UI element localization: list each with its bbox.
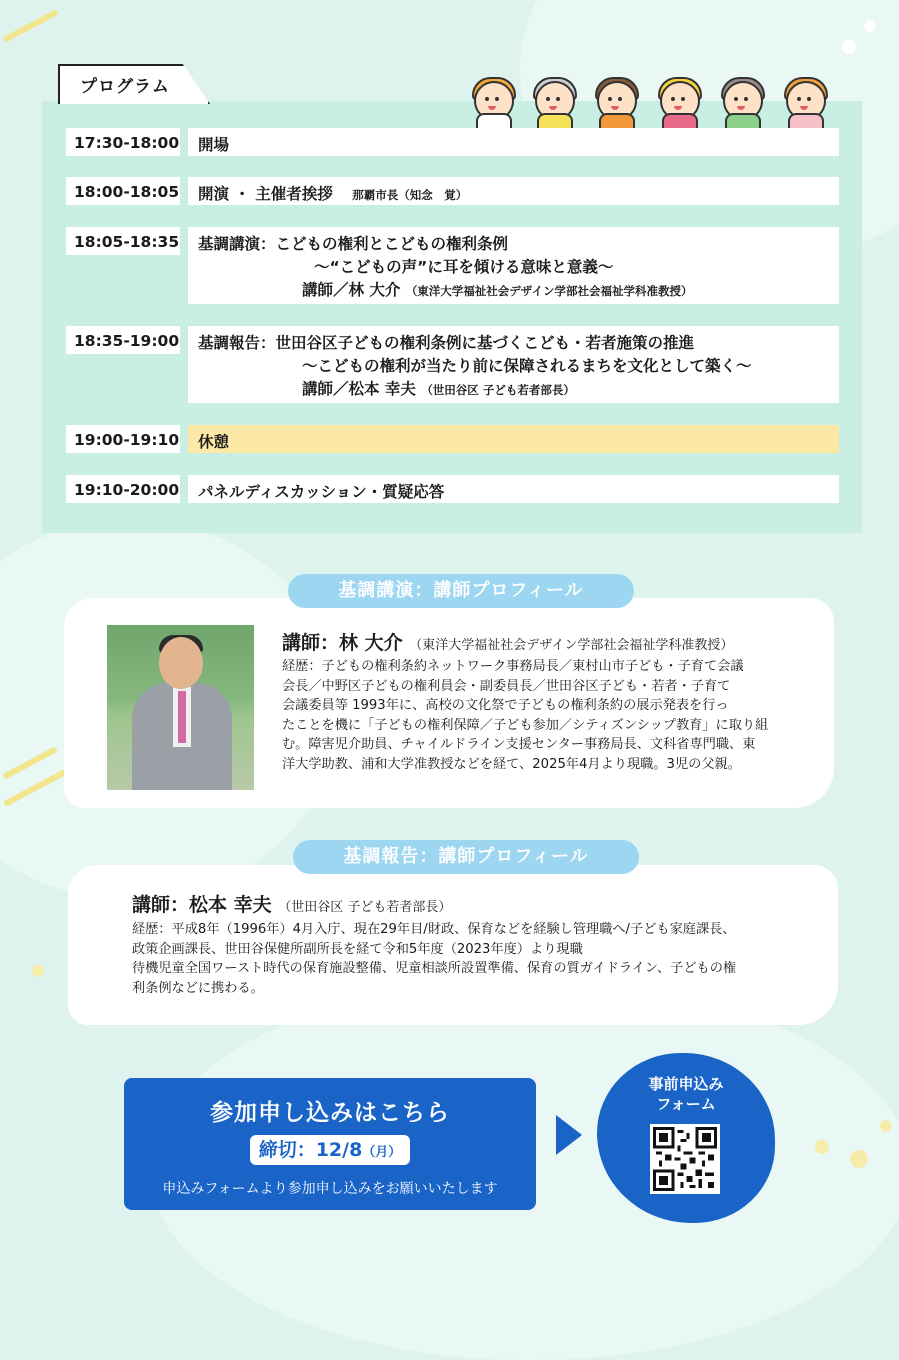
bio-line: 待機児童全国ワースト時代の保育施設整備、児童相談所設置準備、保育の質ガイドライン、子どもの権 — [132, 961, 737, 977]
program-item-title: 開場 — [198, 136, 230, 154]
bio-line: 洋大学助教、浦和大学准教授などを経て、2025年4月より現職。3児の父親。 — [282, 756, 741, 772]
program-item — [188, 227, 839, 304]
speaker-affiliation: （東洋大学福祉社会デザイン学部社会福祉学科准教授） — [409, 638, 734, 653]
program-time: 19:00-19:10 — [66, 425, 180, 453]
decor-dot — [880, 1120, 892, 1132]
keynote-profile-heading: 基調講演：講師プロフィール — [288, 574, 634, 608]
speaker-affiliation: （世田谷区 子ども若者部長） — [421, 383, 575, 397]
registration-title: 参加申し込みはこちら — [210, 1100, 450, 1126]
keynote-speaker — [282, 628, 733, 655]
program-item — [188, 326, 839, 403]
speaker-name: 講師／松本 幸夫 — [302, 380, 416, 398]
child-illustration-icon — [654, 73, 702, 129]
deadline-date: 締切：12/8 — [258, 1139, 363, 1161]
bio-line: 経歴：子どもの権利条約ネットワーク事務局長／東村山市子ども・子育て会議 — [282, 659, 744, 674]
child-illustration-icon — [529, 73, 577, 129]
bio-line: む。障害児介助員、チャイルドライン支援センター事務局長、文科省専門職、東 — [282, 737, 756, 753]
registration-subtitle: 申込みフォームより参加申し込みをお願いいたします — [162, 1181, 498, 1197]
speaker-name: 講師：松本 幸夫 — [132, 894, 272, 916]
speaker-affiliation: （世田谷区 子ども若者部長） — [278, 900, 452, 915]
qr-title-line: 事前申込み — [648, 1075, 724, 1093]
program-item-speaker — [198, 378, 829, 402]
program-item — [188, 128, 839, 156]
decor-dot — [32, 965, 44, 977]
arrow-right-icon — [556, 1115, 582, 1155]
speaker-photo — [107, 625, 254, 790]
child-illustration-icon — [717, 73, 765, 129]
child-illustration-icon — [780, 73, 828, 129]
keynote-bio — [282, 657, 812, 775]
speaker-name: 講師：林 大介 — [282, 632, 403, 654]
program-item-subtitle: ～“こどもの声”に耳を傾ける意味と意義～ — [314, 258, 614, 276]
program-item-speaker — [198, 279, 829, 303]
program-item-subtitle: ～こどもの権利が当たり前に保障されるまちを文化として築く～ — [302, 357, 752, 375]
report-bio — [132, 920, 822, 998]
decor-dot — [815, 1140, 829, 1154]
bio-line: たことを機に「子どもの権利保障／子ども参加／シティズンシップ教育」に取り組 — [282, 717, 769, 733]
program-item — [188, 425, 839, 453]
program-item-title: パネルディスカッション・質疑応答 — [198, 483, 445, 501]
program-item — [188, 177, 839, 205]
program-panel — [42, 101, 862, 533]
program-time: 18:00-18:05 — [66, 177, 180, 205]
bio-line: 経歴：平成8年（1996年）4月入庁、現在29年目/財政、保育などを経験し管理職へ/子ども家庭課長、 — [132, 922, 736, 937]
deadline-day: （月） — [362, 1145, 402, 1160]
bio-line: 利条例などに携わる。 — [132, 980, 264, 996]
bio-line: 会長／中野区子どもの権利員会・副委員長／世田谷区子ども・若者・子育て — [282, 678, 731, 694]
program-time: 18:35-19:00 — [66, 326, 180, 354]
report-speaker — [132, 890, 451, 917]
decor-dot — [864, 20, 876, 32]
speaker-affiliation: （東洋大学福祉社会デザイン学部社会福祉学科准教授） — [405, 284, 693, 298]
qr-title — [597, 1074, 775, 1114]
registration-banner[interactable] — [124, 1078, 536, 1210]
decor-dot — [850, 1150, 868, 1168]
program-item-title: 基調講演：こどもの権利とこどもの権利条例 — [198, 235, 509, 253]
program-item-title: 休憩 — [198, 433, 230, 451]
child-illustration-icon — [468, 73, 516, 129]
deadline-badge — [250, 1135, 410, 1165]
bio-line: 政策企画課長、世田谷保健所副所長を経て令和5年度（2023年度）より現職 — [132, 941, 583, 957]
program-tab-label: プログラム — [80, 77, 170, 97]
program-item-title: 基調報告：世田谷区子どもの権利条例に基づくこども・若者施策の推進 — [198, 334, 695, 352]
decor-dot — [842, 40, 856, 54]
program-time: 18:05-18:35 — [66, 227, 180, 255]
speaker-name: 講師／林 大介 — [302, 281, 401, 299]
program-item-note: 那覇市長（知念 覚） — [352, 188, 468, 202]
program-item-title: 開演 ・ 主催者挨拶 — [198, 185, 333, 203]
bio-line: 会議委員等 1993年に、高校の文化祭で子どもの権利条約の展示発表を行っ — [282, 698, 729, 714]
program-time: 19:10-20:00 — [66, 475, 180, 503]
qr-code-icon[interactable] — [650, 1124, 720, 1194]
decor-stroke — [21, 9, 59, 33]
program-item — [188, 475, 839, 503]
program-time: 17:30-18:00 — [66, 128, 180, 156]
qr-title-line: フォーム — [656, 1095, 716, 1113]
child-illustration-icon — [591, 73, 639, 129]
report-profile-heading: 基調報告：講師プロフィール — [293, 840, 639, 874]
